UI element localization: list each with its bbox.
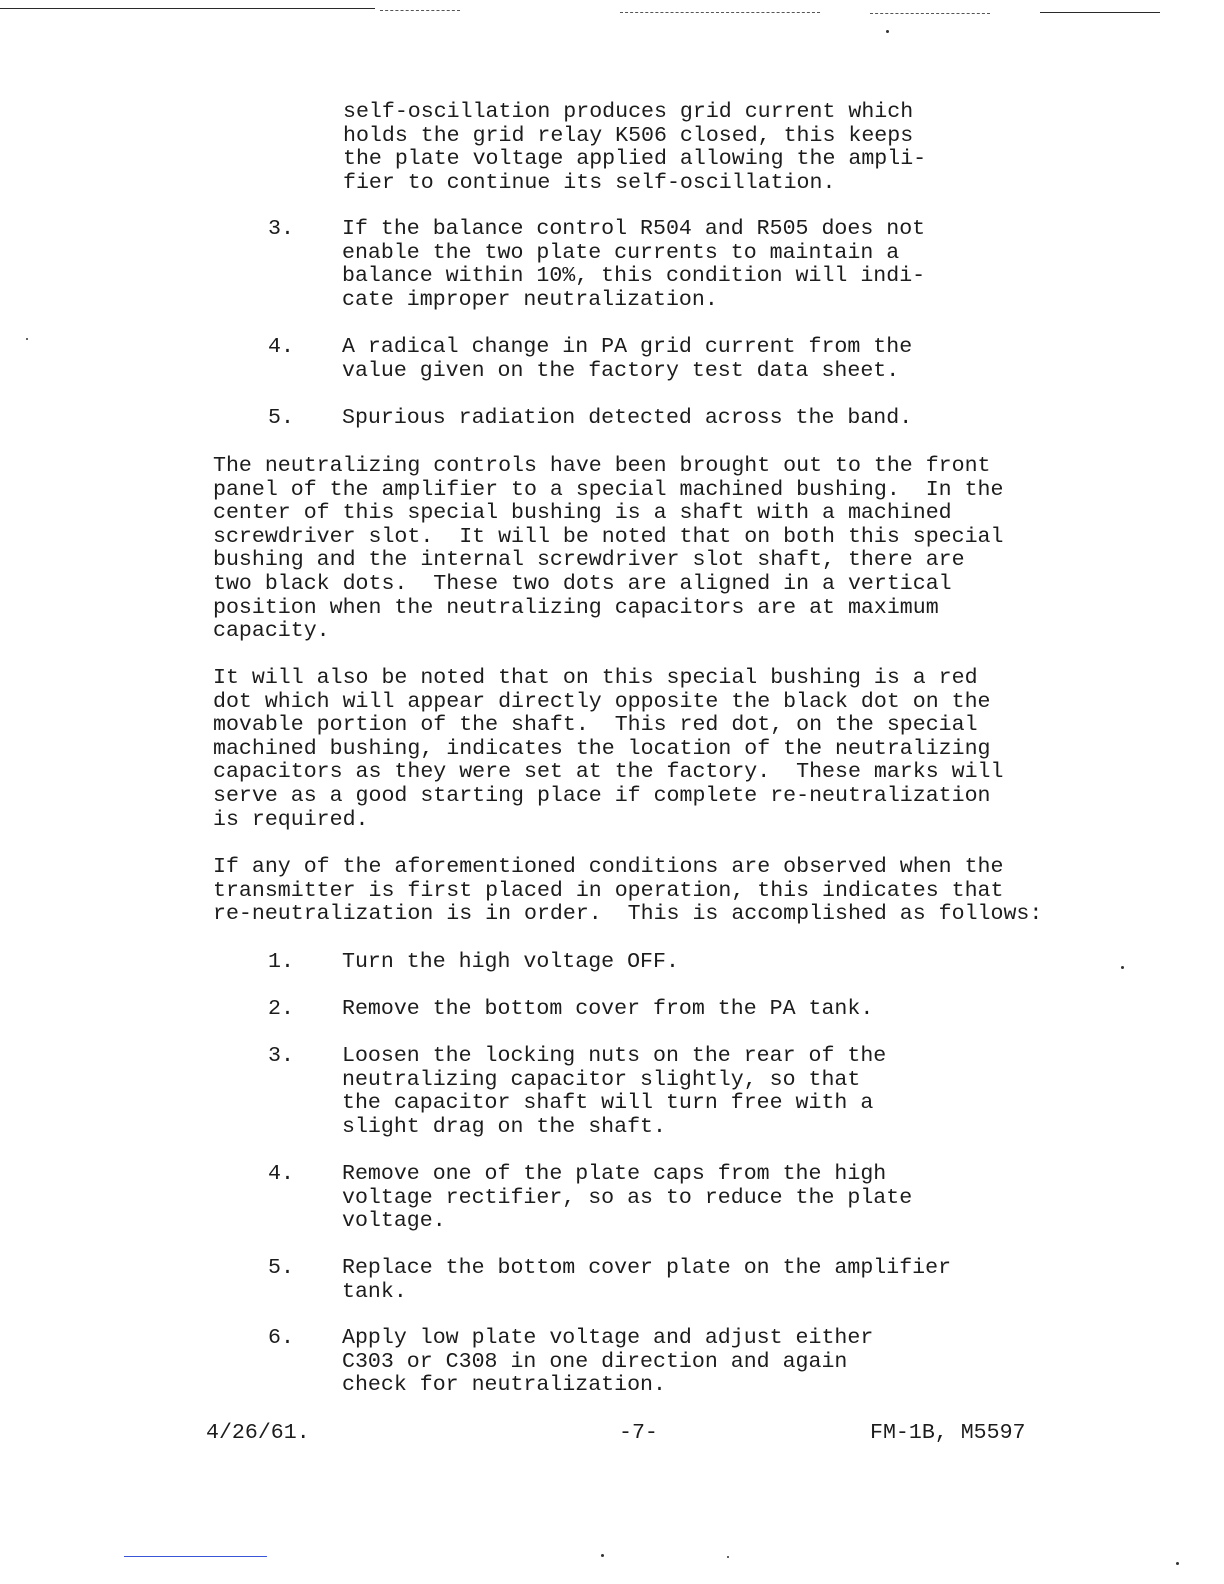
list-item-text: Turn the high voltage OFF. [342, 950, 679, 974]
list-item-text: Remove the bottom cover from the PA tank. [342, 997, 874, 1021]
list-item-text: Remove one of the plate caps from the high voltage rectifier, so as to reduce the plate voltage. [342, 1162, 913, 1234]
list-item-number: 4. [268, 335, 294, 359]
footer-date: 4/26/61. [206, 1421, 310, 1445]
list-item-text: Loosen the locking nuts on the rear of the neutralizing capacitor slightly, so that the capacitor shaft will turn free with a slight drag on the shaft. [342, 1044, 887, 1139]
scan-top-rule-mid2 [620, 12, 820, 13]
scan-top-rule-mid [380, 10, 460, 11]
scan-speck [26, 338, 28, 340]
list-item-number: 5. [268, 1256, 294, 1280]
scan-speck [886, 30, 889, 33]
scan-blue-rule [124, 1556, 267, 1557]
list-item-text: Replace the bottom cover plate on the amplifier tank. [342, 1256, 952, 1304]
list-item-text: If the balance control R504 and R505 does not enable the two plate currents to maintain a balance within 10%, this condition will indi- cate improper neutralization. [342, 217, 926, 312]
footer-document-code: FM-1B, M5597 [870, 1421, 1026, 1445]
list-item-number: 3. [268, 217, 294, 241]
list-item-number: 6. [268, 1326, 294, 1350]
paragraph-procedure-intro: If any of the aforementioned conditions are observed when the transmitter is first placed in operation, this indicates that re-neutralization is in order. This is accomplished as follows: [213, 855, 1043, 927]
intro-paragraph: self-oscillation produces grid current which holds the grid relay K506 closed, this keeps the plate voltage applied allowing the ampli- fier to continue its self-oscillation. [343, 100, 927, 195]
scan-top-rule-left [0, 8, 375, 9]
footer-page-number: -7- [619, 1421, 658, 1445]
list-item-number: 1. [268, 950, 294, 974]
scan-speck [601, 1554, 604, 1557]
scan-speck [1121, 966, 1124, 969]
scan-speck [1176, 1562, 1179, 1565]
paragraph-red-dot: It will also be noted that on this special bushing is a red dot which will appear directly opposite the black dot on the movable portion of the shaft. This red dot, on the special machined bushing, indicates the location of the neutralizing capacitors as they were set at the factory. These marks will serve as a good starting place if complete re-neutralization is required. [213, 666, 1004, 832]
list-item-number: 2. [268, 997, 294, 1021]
list-item-number: 3. [268, 1044, 294, 1068]
paragraph-neutralizing-controls: The neutralizing controls have been brought out to the front panel of the amplifier to a special machined bushing. In the center of this special bushing is a shaft with a machined screwdriver slot. It will be noted that on both this special bushing and the internal screwdriver slot shaft, there are two black dots. These two dots are aligned in a vertical position when the neutralizing capacitors are at maximum capacity. [213, 454, 1004, 644]
scan-top-rule-right [1040, 12, 1160, 13]
list-item-text: A radical change in PA grid current from the value given on the factory test data sheet. [342, 335, 913, 383]
scan-speck [727, 1556, 729, 1558]
list-item-text: Spurious radiation detected across the band. [342, 406, 913, 430]
scan-top-rule-mid3 [870, 13, 990, 14]
list-item-number: 5. [268, 406, 294, 430]
list-item-text: Apply low plate voltage and adjust either C303 or C308 in one direction and again check for neutralization. [342, 1326, 874, 1398]
list-item-number: 4. [268, 1162, 294, 1186]
